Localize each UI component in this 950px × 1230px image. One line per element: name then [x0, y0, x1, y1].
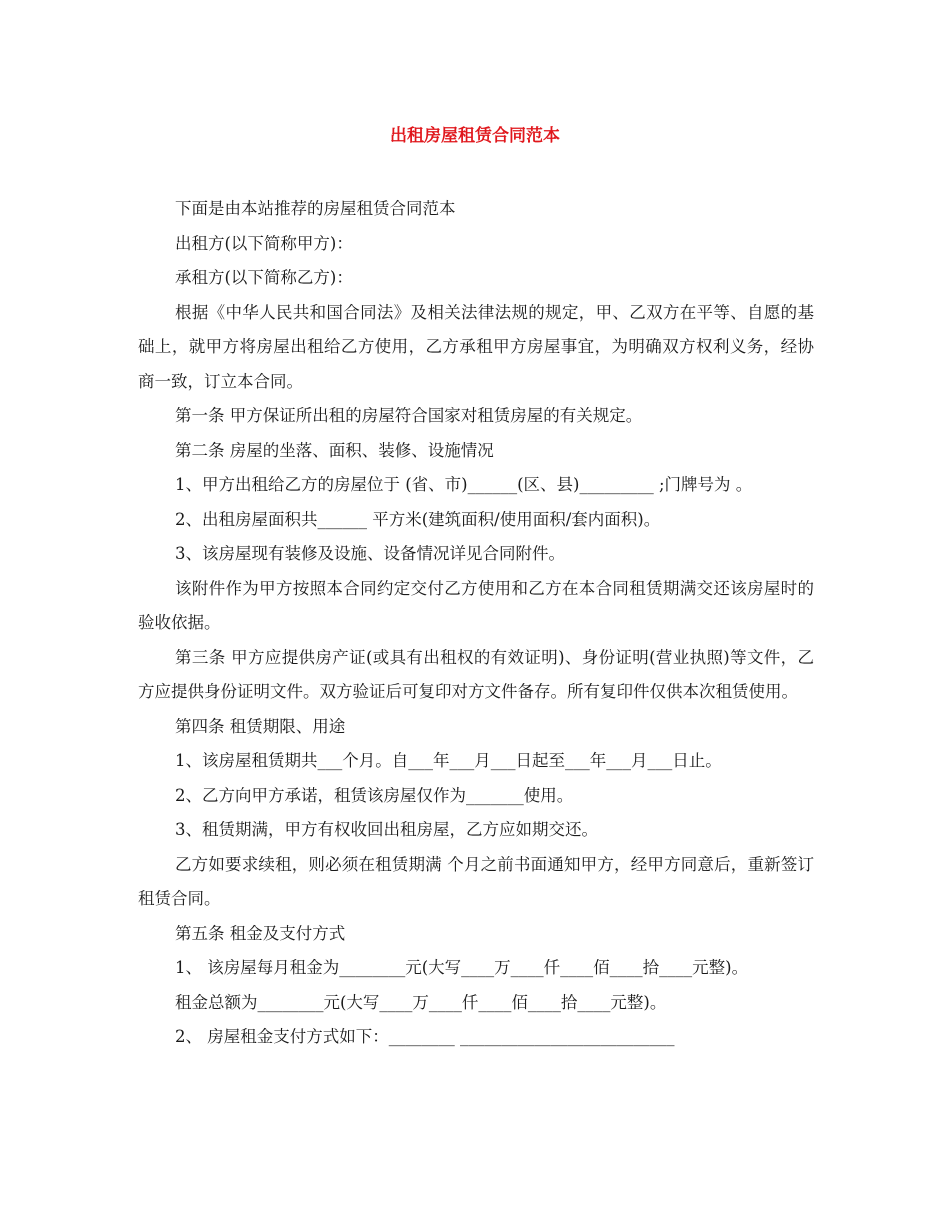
paragraph-article-5-item-1: 1、 该房屋每月租金为________元(大写____万____仟____佰____拾____元整)。 — [175, 958, 749, 977]
paragraph-lessee: 承租方(以下简称乙方)： — [175, 268, 353, 287]
paragraph-renewal: 乙方如要求续租，则必须在租赁期满 个月之前书面通知甲方，经甲方同意后，重新签订租赁合同。 — [138, 854, 814, 908]
paragraph-intro: 下面是由本站推荐的房屋租赁合同范本 — [175, 199, 456, 218]
paragraph-article-2-item-1: 1、甲方出租给乙方的房屋位于 (省、市)______(区、县)_________ ;门牌号为 。 — [175, 475, 753, 494]
paragraph-article-2-item-3: 3、该房屋现有装修及设施、设备情况详见合同附件。 — [175, 544, 565, 563]
document-title: 出租房屋租赁合同范本 — [390, 126, 560, 146]
paragraph-attachment-note: 该附件作为甲方按照本合同约定交付乙方使用和乙方在本合同租赁期满交还该房屋时的验收依据。 — [138, 578, 814, 632]
paragraph-article-2-item-2: 2、出租房屋面积共______ 平方米(建筑面积/使用面积/套内面积)。 — [175, 509, 661, 529]
paragraph-preamble: 根据《中华人民共和国合同法》及相关法律法规的规定，甲、乙双方在平等、自愿的基础上，就甲方将房屋出租给乙方使用，乙方承租甲方房屋事宜，为明确双方权利义务，经协商一致，订立本合同。 — [138, 302, 814, 391]
paragraph-article-4-item-2: 2、乙方向甲方承诺，租赁该房屋仅作为_______使用。 — [175, 785, 574, 805]
paragraph-total-rent: 租金总额为________元(大写____万____仟____佰____拾____元整)。 — [175, 992, 667, 1012]
paragraph-lessor: 出租方(以下简称甲方)： — [175, 233, 353, 253]
paragraph-article-2-heading: 第二条 房屋的坐落、面积、装修、设施情况 — [175, 440, 494, 460]
document-body — [138, 192, 814, 1055]
paragraph-article-5-heading: 第五条 租金及支付方式 — [175, 923, 346, 943]
paragraph-article-5-item-2: 2、 房屋租金支付方式如下：________ __________________________ — [175, 1027, 675, 1046]
paragraph-article-4-item-1: 1、该房屋租赁期共___个月。自___年___月___日起至___年___月___日止。 — [175, 751, 722, 770]
paragraph-article-3: 第三条 甲方应提供房产证(或具有出租权的有效证明)、身份证明(营业执照)等文件，乙方应提供身份证明文件。双方验证后可复印对方文件备存。所有复印件仅供本次租赁使用。 — [138, 647, 814, 701]
paragraph-article-4-heading: 第四条 租赁期限、用途 — [175, 716, 346, 736]
paragraph-article-1: 第一条 甲方保证所出租的房屋符合国家对租赁房屋的有关规定。 — [175, 406, 643, 425]
paragraph-article-4-item-3: 3、租赁期满，甲方有权收回出租房屋，乙方应如期交还。 — [175, 820, 598, 839]
